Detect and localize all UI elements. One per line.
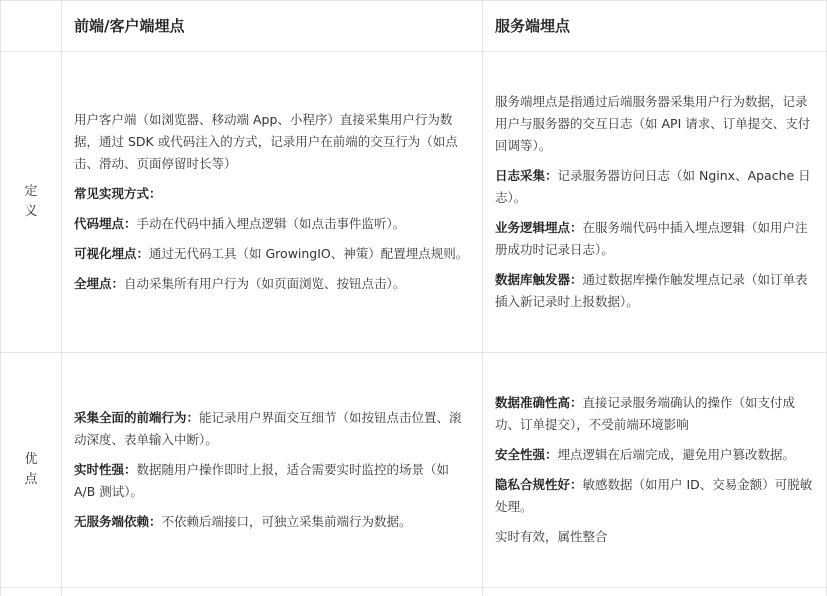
list-item: 采集全面的前端行为：能记录用户界面交互细节（如按钮点击位置、滚动深度、表单输入中断）。 xyxy=(74,407,472,451)
definition-frontend-cell xyxy=(62,52,483,353)
methods-title: 常见实现方式： xyxy=(74,186,162,201)
advantages-frontend-cell xyxy=(62,353,483,588)
definition-backend-cell xyxy=(483,52,827,353)
header-backend: 服务端埋点 xyxy=(483,1,827,52)
header-row xyxy=(1,1,827,52)
frontend-intro: 用户客户端（如浏览器、移动端 App、小程序）直接采集用户行为数据，通过 SDK 或代码注入的方式，记录用户在前端的交互行为（如点击、滑动、页面停留时长等） xyxy=(74,109,472,175)
list-item: 数据库触发器：通过数据库操作触发埋点记录（如订单表插入新记录时上报数据）。 xyxy=(495,269,816,313)
list-item: 业务逻辑埋点：在服务端代码中插入埋点逻辑（如用户注册成功时记录日志）。 xyxy=(495,217,816,261)
list-item: 日志采集：记录服务器访问日志（如 Nginx、Apache 日志）。 xyxy=(495,165,816,209)
backend-footer-note: 实时有效，属性整合 xyxy=(495,526,816,548)
list-item: 隐私合规性好：敏感数据（如用户 ID、交易金额）可脱敏处理。 xyxy=(495,474,816,518)
advantages-row xyxy=(1,353,827,588)
advantages-backend-cell xyxy=(483,353,827,588)
list-item: 可视化埋点：通过无代码工具（如 GrowingIO、神策）配置埋点规则。 xyxy=(74,243,472,265)
corner-cell xyxy=(1,1,62,52)
definition-label: 定 义 xyxy=(1,52,62,353)
next-row-partial xyxy=(1,588,827,596)
list-item: 数据准确性高：直接记录服务端确认的操作（如支付成功、订单提交），不受前端环境影响 xyxy=(495,392,816,436)
list-item: 实时性强：数据随用户操作即时上报，适合需要实时监控的场景（如 A/B 测试）。 xyxy=(74,459,472,503)
definition-row xyxy=(1,52,827,353)
list-item: 全埋点：自动采集所有用户行为（如页面浏览、按钮点击）。 xyxy=(74,273,472,295)
advantages-label: 优 点 xyxy=(1,353,62,588)
list-item: 代码埋点：手动在代码中插入埋点逻辑（如点击事件监听）。 xyxy=(74,213,472,235)
header-frontend: 前端/客户端埋点 xyxy=(62,1,483,52)
backend-intro: 服务端埋点是指通过后端服务器采集用户行为数据，记录用户与服务器的交互日志（如 API 请求、订单提交、支付回调等）。 xyxy=(495,91,816,157)
list-item: 安全性强：埋点逻辑在后端完成，避免用户篡改数据。 xyxy=(495,444,816,466)
list-item: 无服务端依赖：不依赖后端接口，可独立采集前端行为数据。 xyxy=(74,511,472,533)
